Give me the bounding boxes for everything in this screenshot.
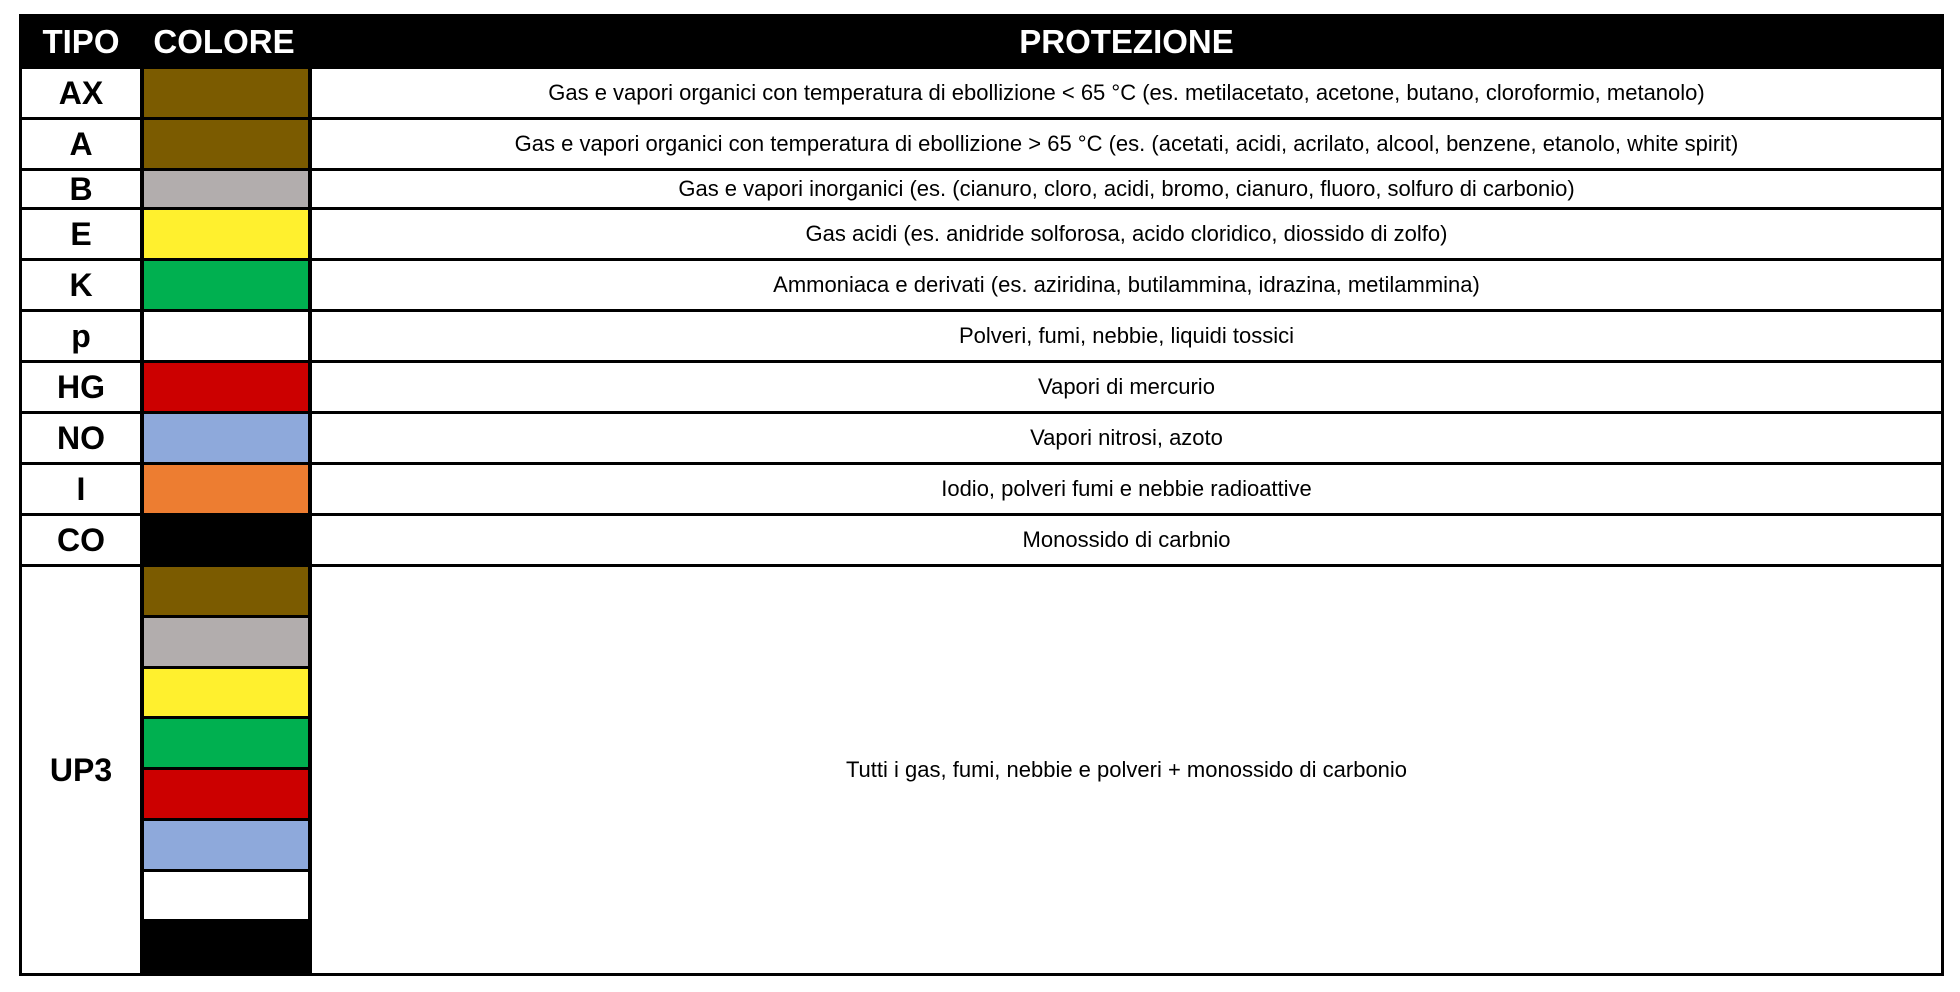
color-swatch [144,312,308,360]
color-stripe [144,618,308,666]
table-row [22,516,1941,564]
cell-tipo: NO [22,414,140,462]
cell-protezione: Polveri, fumi, nebbie, liquidi tossici [312,312,1941,360]
cell-protezione: Tutti i gas, fumi, nebbie e polveri + monossido di carbonio [312,567,1941,973]
color-swatch [144,171,308,207]
cell-tipo: HG [22,363,140,411]
table-header [22,17,1941,66]
color-swatch [144,414,308,462]
table-row [22,414,1941,462]
cell-tipo: AX [22,69,140,117]
cell-protezione: Gas acidi (es. anidride solforosa, acido cloridico, diossido di zolfo) [312,210,1941,258]
color-swatch [144,363,308,411]
cell-protezione: Gas e vapori inorganici (es. (cianuro, cloro, acidi, bromo, cianuro, fluoro, solfuro di carbonio) [312,171,1941,207]
filter-table [19,14,1944,976]
color-swatch [144,465,308,513]
table-row-up3 [22,567,1941,973]
color-stripe [144,719,308,767]
table-row [22,363,1941,411]
color-swatch [144,120,308,168]
color-swatch [144,261,308,309]
cell-tipo: E [22,210,140,258]
table-row [22,69,1941,117]
color-swatch [144,69,308,117]
cell-protezione: Vapori di mercurio [312,363,1941,411]
table-row [22,312,1941,360]
color-swatch [144,516,308,564]
cell-protezione: Gas e vapori organici con temperatura di ebollizione > 65 °C (es. (acetati, acidi, acrilato, alcool, benzene, etanolo, white spirit) [312,120,1941,168]
color-stack [144,567,308,973]
cell-tipo: CO [22,516,140,564]
color-swatch [144,210,308,258]
header-protezione: PROTEZIONE [1019,23,1234,60]
color-stripe [144,821,308,869]
cell-tipo: p [22,312,140,360]
header-colore: COLORE [153,23,295,60]
table-row [22,120,1941,168]
cell-protezione: Vapori nitrosi, azoto [312,414,1941,462]
color-stripe [144,922,308,973]
table-row [22,171,1941,207]
cell-protezione: Ammoniaca e derivati (es. aziridina, butilammina, idrazina, metilammina) [312,261,1941,309]
table-row [22,261,1941,309]
color-stripe [144,872,308,920]
header-tipo: TIPO [42,23,120,60]
cell-protezione: Monossido di carbnio [312,516,1941,564]
cell-protezione: Gas e vapori organici con temperatura di ebollizione < 65 °C (es. metilacetato, acetone, butano, cloroformio, metanolo) [312,69,1941,117]
cell-tipo: A [22,120,140,168]
table-row [22,210,1941,258]
cell-tipo: B [22,171,140,207]
color-stripe [144,770,308,818]
color-stripe [144,567,308,615]
color-stripe [144,669,308,717]
cell-tipo: K [22,261,140,309]
cell-tipo: I [22,465,140,513]
table-row [22,465,1941,513]
cell-protezione: Iodio, polveri fumi e nebbie radioattive [312,465,1941,513]
cell-tipo: UP3 [22,567,140,973]
